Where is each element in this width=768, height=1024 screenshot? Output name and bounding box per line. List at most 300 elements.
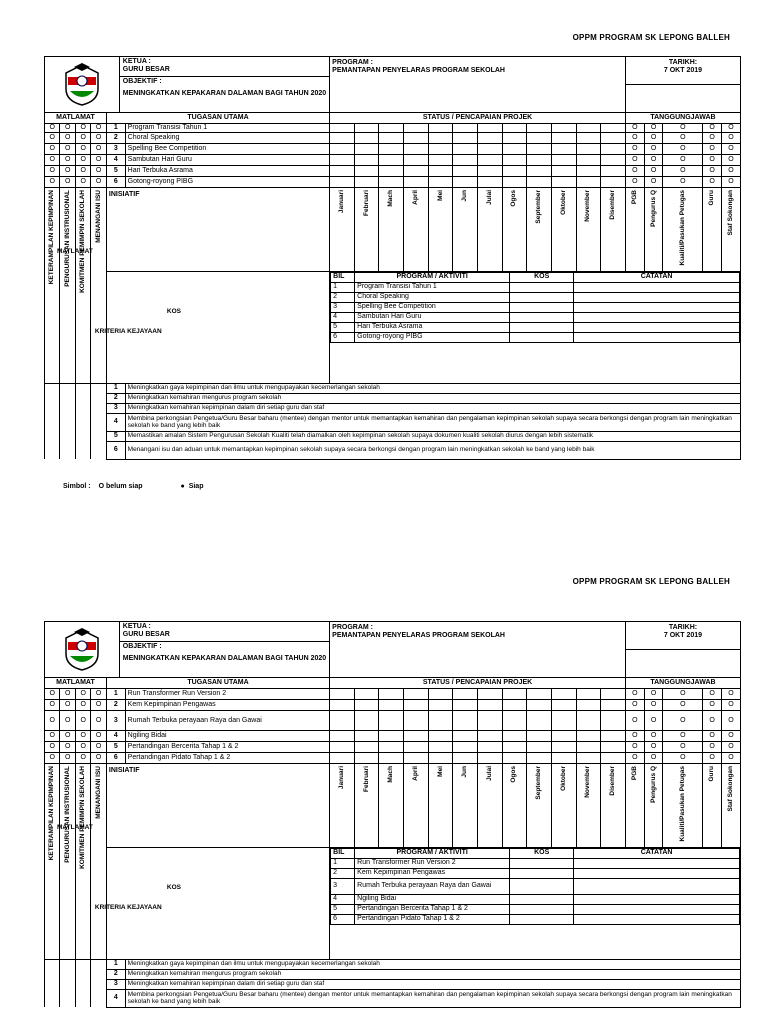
month-cell [404,700,429,711]
objective-side-cell [75,393,90,403]
matlamat-status-icon: O [45,700,60,711]
objective-side-cell [91,969,106,979]
matlamat-status-icon: O [91,711,106,731]
legend-belum-siap: O belum siap [98,483,143,490]
role-status-icon: O [644,689,663,700]
activity-no: 4 [331,894,355,904]
kos-col-header: KOS [510,272,574,282]
month-cell [601,144,626,155]
month-cell [478,753,503,764]
month-cell [428,753,453,764]
task-name: Choral Speaking [125,133,330,144]
month-cell [478,155,503,166]
month-cell [576,124,601,133]
objective-no: 4 [106,989,125,1007]
task-row [45,155,741,166]
activity-name: Program Transisi Tahun 1 [355,282,510,292]
role-label: Pengurus Q [649,766,657,803]
month-cell [601,742,626,753]
role-status-icon: O [644,742,663,753]
objective-row [45,383,741,393]
role-label: Guru [708,190,716,206]
objective-side-cell [75,959,90,969]
tarikh-value: 7 OKT 2019 [663,632,703,639]
month-cell [453,700,478,711]
matlamat-status-icon: O [91,124,106,133]
matlamat-status-icon: O [60,155,75,166]
month-cell [551,742,576,753]
task-no: 4 [106,731,125,742]
task-row [45,700,741,711]
activity-catatan [574,914,740,924]
task-name: Sambutan Hari Guru [125,155,330,166]
objective-side-cell [91,441,106,459]
month-cell [330,133,355,144]
month-cell [379,144,404,155]
matlamat-status-icon: O [75,133,90,144]
month-cell [551,166,576,177]
inisiatif-label: INISIATIF [106,188,329,272]
month-cell [453,689,478,700]
objective-no: 6 [106,441,125,459]
month-cell [453,177,478,188]
tugasan-header: TUGASAN UTAMA [106,113,329,124]
month-cell [527,689,552,700]
role-status-icon: O [663,177,703,188]
side-label: PENGURUSAN INSTRUSIONAL [63,766,71,863]
month-cell [601,731,626,742]
activity-row [331,868,740,878]
objective-text: Meningkatkan kemahiran mengurus program sekolah [125,969,740,979]
sheet1-org-title: OPPM PROGRAM SK LEPONG BALLEH [572,33,730,42]
objective-side-cell [45,403,60,413]
month-cell [478,144,503,155]
kriteria-label: KRITERIA KEJAYAAN [94,327,162,335]
matlamat-small-label: MATLAMAT [57,824,93,831]
month-cell [601,124,626,133]
month-cell [379,711,404,731]
objective-side-cell [45,413,60,431]
month-cell [551,731,576,742]
role-status-icon: O [722,711,741,731]
objective-side-cell [60,413,75,431]
role-status-icon: O [703,177,722,188]
month-cell [527,731,552,742]
month-cell [453,133,478,144]
matlamat-status-icon: O [75,742,90,753]
month-cell [379,166,404,177]
matlamat-status-icon: O [75,711,90,731]
role-status-icon: O [722,133,741,144]
activity-row [331,312,740,322]
month-cell [478,711,503,731]
month-cell [404,731,429,742]
objective-side-cell [91,959,106,969]
objective-side-cell [45,393,60,403]
inisiatif-label: INISIATIF [106,764,329,848]
month-cell [601,700,626,711]
school-crest-icon [60,63,104,107]
month-cell [576,133,601,144]
task-name: Gotong-royong PIBG [125,177,330,188]
objective-side-cell [45,989,60,1007]
objective-no: 3 [106,403,125,413]
month-label: Februari [362,766,370,793]
month-label: Jun [461,190,469,202]
month-cell [453,155,478,166]
role-status-icon: O [625,753,644,764]
month-cell [428,700,453,711]
matlamat-status-icon: O [45,731,60,742]
month-cell [527,742,552,753]
activity-name: Sambutan Hari Guru [355,312,510,322]
task-row [45,133,741,144]
task-name: Hari Terbuka Asrama [125,166,330,177]
task-name: Pertandingan Bercerita Tahap 1 & 2 [125,742,330,753]
task-name: Spelling Bee Competition [125,144,330,155]
activity-catatan [574,332,740,342]
role-status-icon: O [644,155,663,166]
activity-name: Pertandingan Bercerita Tahap 1 & 2 [355,904,510,914]
role-status-icon: O [644,711,663,731]
activity-row [331,878,740,894]
month-label: Januari [337,190,345,214]
activity-row [331,858,740,868]
role-status-icon: O [703,742,722,753]
activity-row [331,292,740,302]
month-label: Mach [387,190,395,207]
bil-header: BIL [331,272,355,282]
month-cell [428,144,453,155]
role-status-icon: O [722,177,741,188]
status-header: STATUS / PENCAPAIAN PROJEK [330,113,626,124]
side-label: KOMITMEN PEMIMPIN SEKOLAH [79,190,87,293]
month-cell [354,689,379,700]
catatan-header: CATATAN [574,848,740,858]
month-cell [428,177,453,188]
role-status-icon: O [703,753,722,764]
matlamat-status-icon: O [60,166,75,177]
role-status-icon: O [703,144,722,155]
role-status-icon: O [703,711,722,731]
objective-row [45,413,741,431]
month-cell [404,689,429,700]
month-cell [576,144,601,155]
role-label: Guru [708,766,716,782]
side-label: MENANGANI ISU [94,766,102,819]
activity-name: Gotong-royong PIBG [355,332,510,342]
month-cell [354,742,379,753]
matlamat-status-icon: O [75,753,90,764]
month-cell [576,155,601,166]
month-label: Mach [387,766,395,783]
activity-no: 2 [331,292,355,302]
objective-row [45,393,741,403]
month-cell [551,177,576,188]
matlamat-status-icon: O [45,753,60,764]
month-label: Mei [436,190,444,201]
activity-catatan [574,878,740,894]
role-status-icon: O [722,700,741,711]
month-label: Ogos [510,190,518,207]
role-status-icon: O [722,742,741,753]
matlamat-status-icon: O [60,700,75,711]
month-cell [478,133,503,144]
month-cell [576,689,601,700]
month-cell [478,700,503,711]
bil-header: BIL [331,848,355,858]
month-cell [354,700,379,711]
month-label: September [535,766,543,800]
objective-side-cell [91,989,106,1007]
task-no: 5 [106,166,125,177]
role-status-icon: O [625,144,644,155]
objective-side-cell [45,383,60,393]
month-cell [354,166,379,177]
activity-name: Spelling Bee Competition [355,302,510,312]
matlamat-header: MATLAMAT [45,678,107,689]
objective-side-cell [75,403,90,413]
activity-catatan [574,904,740,914]
month-cell [502,731,527,742]
program-value: PEMANTAPAN PENYELARAS PROGRAM SEKOLAH [332,632,505,639]
objective-side-cell [60,383,75,393]
program-value: PEMANTAPAN PENYELARAS PROGRAM SEKOLAH [332,67,505,74]
objective-side-cell [60,393,75,403]
objective-text: Meningkatkan gaya kepimpinan dan ilmu untuk mengupayakan kecemerlangan sekolah [125,383,740,393]
month-cell [330,144,355,155]
month-label: Julai [485,766,493,781]
task-name: Run Transformer Run Version 2 [125,689,330,700]
activity-catatan [574,322,740,332]
month-cell [379,742,404,753]
month-cell [453,124,478,133]
month-cell [551,155,576,166]
objective-no: 2 [106,969,125,979]
activity-row [331,282,740,292]
prog-aktiviti-header: PROGRAM / AKTIVITI [355,272,510,282]
activity-catatan [574,312,740,322]
month-label: April [411,766,419,781]
side-label: PENGURUSAN INSTRUSIONAL [63,190,71,287]
objective-no: 5 [106,431,125,441]
month-cell [453,711,478,731]
role-status-icon: O [625,124,644,133]
month-cell [576,731,601,742]
objective-row [45,959,741,969]
month-cell [502,166,527,177]
month-cell [330,689,355,700]
ketua-value: GURU BESAR [122,631,170,638]
month-cell [404,177,429,188]
activity-kos [510,332,574,342]
school-logo [45,622,120,677]
month-cell [453,753,478,764]
month-cell [379,155,404,166]
objective-side-cell [45,969,60,979]
objective-row [45,969,741,979]
role-status-icon: O [644,133,663,144]
matlamat-status-icon: O [60,124,75,133]
role-label: Pengurus Q [649,190,657,227]
month-cell [576,700,601,711]
tanggung-header: TANGGUNGJAWAB [625,678,740,689]
month-cell [354,711,379,731]
role-status-icon: O [722,144,741,155]
role-status-icon: O [722,166,741,177]
month-cell [330,742,355,753]
activity-name: Pertandingan Pidato Tahap 1 & 2 [355,914,510,924]
objective-row [45,403,741,413]
task-no: 2 [106,133,125,144]
objective-side-cell [60,403,75,413]
month-cell [428,689,453,700]
objective-side-cell [60,979,75,989]
sheet2-org-title: OPPM PROGRAM SK LEPONG BALLEH [572,577,730,586]
matlamat-status-icon: O [75,166,90,177]
objective-side-cell [60,989,75,1007]
matlamat-status-icon: O [91,700,106,711]
task-row [45,753,741,764]
objective-side-cell [60,431,75,441]
role-status-icon: O [625,731,644,742]
matlamat-status-icon: O [60,133,75,144]
activity-row [331,894,740,904]
month-cell [354,155,379,166]
tarikh-value: 7 OKT 2019 [663,67,703,74]
matlamat-status-icon: O [91,155,106,166]
role-status-icon: O [663,711,703,731]
matlamat-status-icon: O [60,711,75,731]
objective-text: Meningkatkan gaya kepimpinan dan ilmu untuk mengupayakan kecemerlangan sekolah [125,959,740,969]
role-label: PGB [630,766,638,781]
matlamat-status-icon: O [45,124,60,133]
month-cell [404,742,429,753]
role-status-icon: O [625,166,644,177]
month-cell [551,711,576,731]
kriteria-label: KRITERIA KEJAYAAN [94,903,162,911]
kos-label: KOS [166,883,181,891]
role-status-icon: O [722,124,741,133]
objective-text: Menangani isu dan aduan untuk memantapkan kepimpinan sekolah supaya secara berkongsi dengan program lain meningkatkan sekolah ke band yang lebih baik [125,441,740,459]
month-cell [428,124,453,133]
task-name: Program Transisi Tahun 1 [125,124,330,133]
month-cell [354,177,379,188]
ketua-value: GURU BESAR [122,66,170,73]
month-label: Julai [485,190,493,205]
month-cell [576,166,601,177]
activity-row [331,322,740,332]
month-cell [428,711,453,731]
activity-name: Ngiling Bidai [355,894,510,904]
role-status-icon: O [644,166,663,177]
task-no: 1 [106,689,125,700]
month-cell [379,731,404,742]
month-cell [502,177,527,188]
role-status-icon: O [703,689,722,700]
month-cell [502,124,527,133]
school-crest-icon [60,628,104,672]
activity-kos [510,904,574,914]
month-label: November [584,190,592,222]
objective-side-cell [45,441,60,459]
program-label: PROGRAM : [332,624,374,631]
role-status-icon: O [663,689,703,700]
matlamat-status-icon: O [75,144,90,155]
role-status-icon: O [722,753,741,764]
matlamat-status-icon: O [91,177,106,188]
month-cell [478,166,503,177]
legend-siap: Siap [188,483,204,490]
month-cell [601,753,626,764]
month-cell [404,133,429,144]
tarikh-label: TARIKH: [668,624,698,631]
month-cell [379,133,404,144]
role-label: Kualiti/Pasukan Petugas [678,766,686,842]
month-cell [576,177,601,188]
role-status-icon: O [625,742,644,753]
month-cell [354,753,379,764]
legend-siap-icon: ● [180,483,185,490]
month-cell [330,155,355,166]
activity-kos [510,312,574,322]
month-cell [330,124,355,133]
objective-text: Meningkatkan kemahiran mengurus program sekolah [125,393,740,403]
task-row [45,731,741,742]
month-label: Jun [461,766,469,778]
role-status-icon: O [625,133,644,144]
activity-name: Hari Terbuka Asrama [355,322,510,332]
objective-row [45,441,741,459]
activity-kos [510,282,574,292]
role-label: PGB [630,190,638,205]
catatan-header: CATATAN [574,272,740,282]
task-no: 5 [106,742,125,753]
role-status-icon: O [625,711,644,731]
objective-no: 3 [106,979,125,989]
month-cell [404,144,429,155]
month-cell [478,689,503,700]
oppm-sheet-1 [44,56,741,460]
objective-side-cell [91,393,106,403]
month-cell [527,700,552,711]
task-name: Ngiling Bidai [125,731,330,742]
task-no: 3 [106,144,125,155]
task-row [45,742,741,753]
side-label: KETERAMPILAN KEPIMPINAN [48,190,56,285]
activity-name: Run Transformer Run Version 2 [355,858,510,868]
role-status-icon: O [663,742,703,753]
kos-label: KOS [166,307,181,315]
matlamat-status-icon: O [91,166,106,177]
month-cell [354,144,379,155]
month-label: Oktober [559,190,567,215]
month-cell [330,700,355,711]
month-cell [428,742,453,753]
month-cell [576,742,601,753]
matlamat-status-icon: O [75,689,90,700]
task-no: 1 [106,124,125,133]
month-cell [354,133,379,144]
role-status-icon: O [703,133,722,144]
month-cell [601,689,626,700]
objective-no: 1 [106,383,125,393]
month-cell [601,711,626,731]
role-status-icon: O [663,144,703,155]
matlamat-status-icon: O [60,144,75,155]
month-cell [601,133,626,144]
activity-no: 5 [331,904,355,914]
